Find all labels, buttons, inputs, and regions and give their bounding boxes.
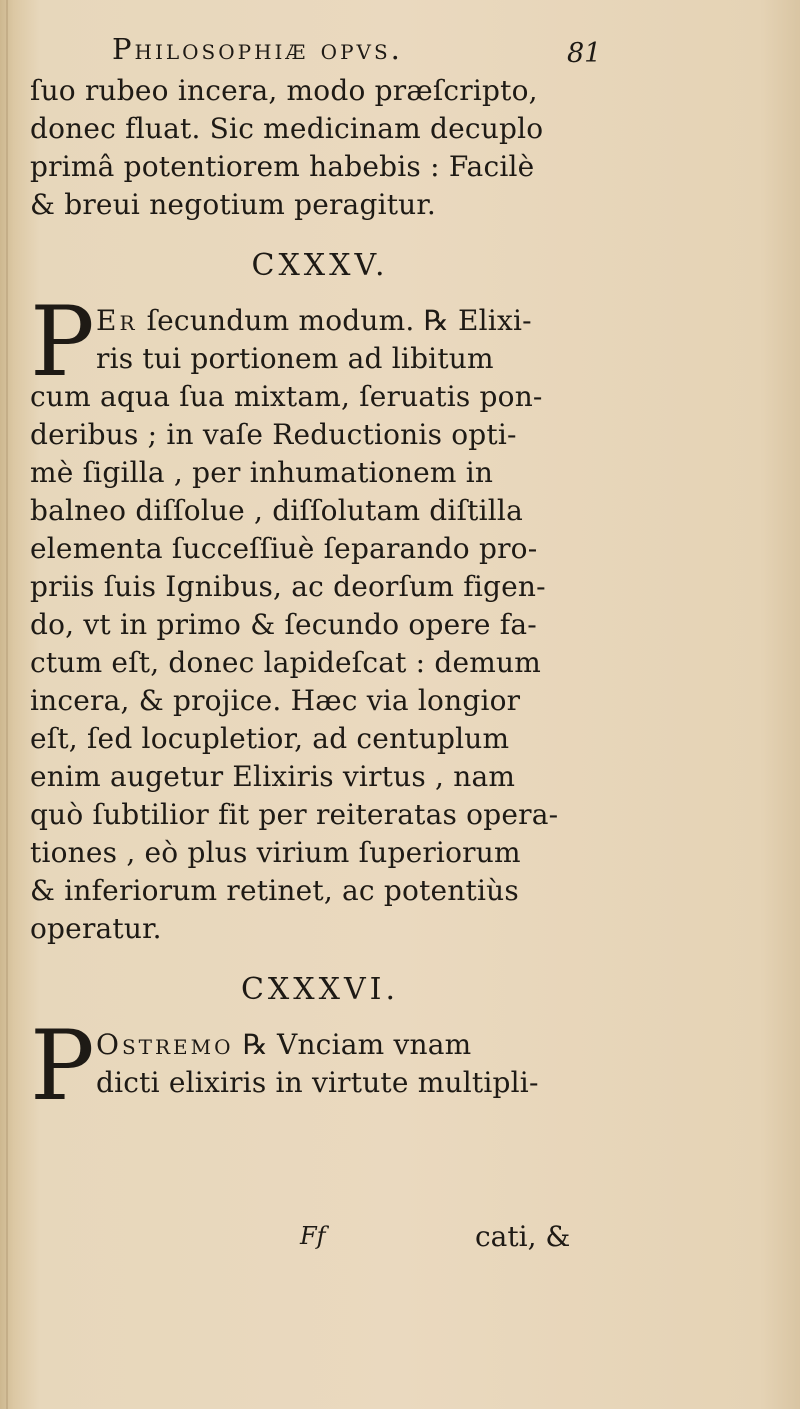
text-line: ſuo rubeo incera, modo præſcripto, [30,74,538,107]
text-line: elementa ſucceſſiuè ſeparando pro- [30,532,538,565]
small-caps-opening: Ostremo [96,1028,234,1061]
drop-cap: P [30,286,95,398]
text-line: ctum eſt, donec lapideſcat : demum [30,646,542,679]
text-line: operatur. [30,912,162,945]
section-heading-cxxxvi: CXXXVI. [240,972,400,1007]
text-line: mè ſigilla , per inhumationem in [30,456,494,489]
text-block [30,72,610,1122]
text-line: primâ potentiorem habebis : Facilè [30,150,535,183]
page-gutter [6,0,8,1409]
text-line: & inferiorum retinet, ac potentiùs [30,874,519,907]
drop-cap: P [30,1010,95,1122]
text-line [30,302,610,340]
line-rest: ſecundum modum. ℞ Elixi- [137,304,532,337]
running-head: Philosophiæ opvs. [112,32,403,66]
text-line [30,1026,610,1064]
text-line: dicti elixiris in virtute multipli- [96,1066,539,1099]
signature-mark: Ff [300,1222,326,1250]
text-line: deribus ; in vaſe Reductionis opti- [30,418,517,451]
text-line: donec fluat. Sic medicinam decuplo [30,112,544,145]
text-line: eſt, ſed locupletior, ad centuplum [30,722,510,755]
small-caps-opening: Er [96,304,138,337]
line-rest: ℞ Vnciam vnam [233,1028,472,1061]
paragraph-continuation [30,72,610,224]
text-line: & breui negotium peragitur. [30,188,437,221]
page-header [112,32,632,72]
text-line: do, vt in primo & ſecundo opere fa- [30,608,537,641]
text-line: priis ſuis Ignibus, ac deorſum figen- [30,570,546,603]
page-number: 81 [567,38,602,69]
text-line: balneo diſſolue , diſſolutam diſtilla [30,494,523,527]
text-line: tiones , eò plus virium ſuperiorum [30,836,521,869]
catchword: cati, & [475,1220,571,1253]
text-line: incera, & projice. Hæc via longior [30,684,521,717]
paragraph-cxxxvi [30,1010,610,1122]
text-line: cum aqua ſua mixtam, ſeruatis pon- [30,380,543,413]
section-heading-cxxxv: CXXXV. [251,248,389,283]
text-line: ris tui portionem ad libitum [96,342,494,375]
text-line: enim augetur Elixiris virtus , nam [30,760,516,793]
paragraph-cxxxv [30,286,610,948]
text-line: quò ſubtilior fit per reiteratas opera- [30,798,559,831]
